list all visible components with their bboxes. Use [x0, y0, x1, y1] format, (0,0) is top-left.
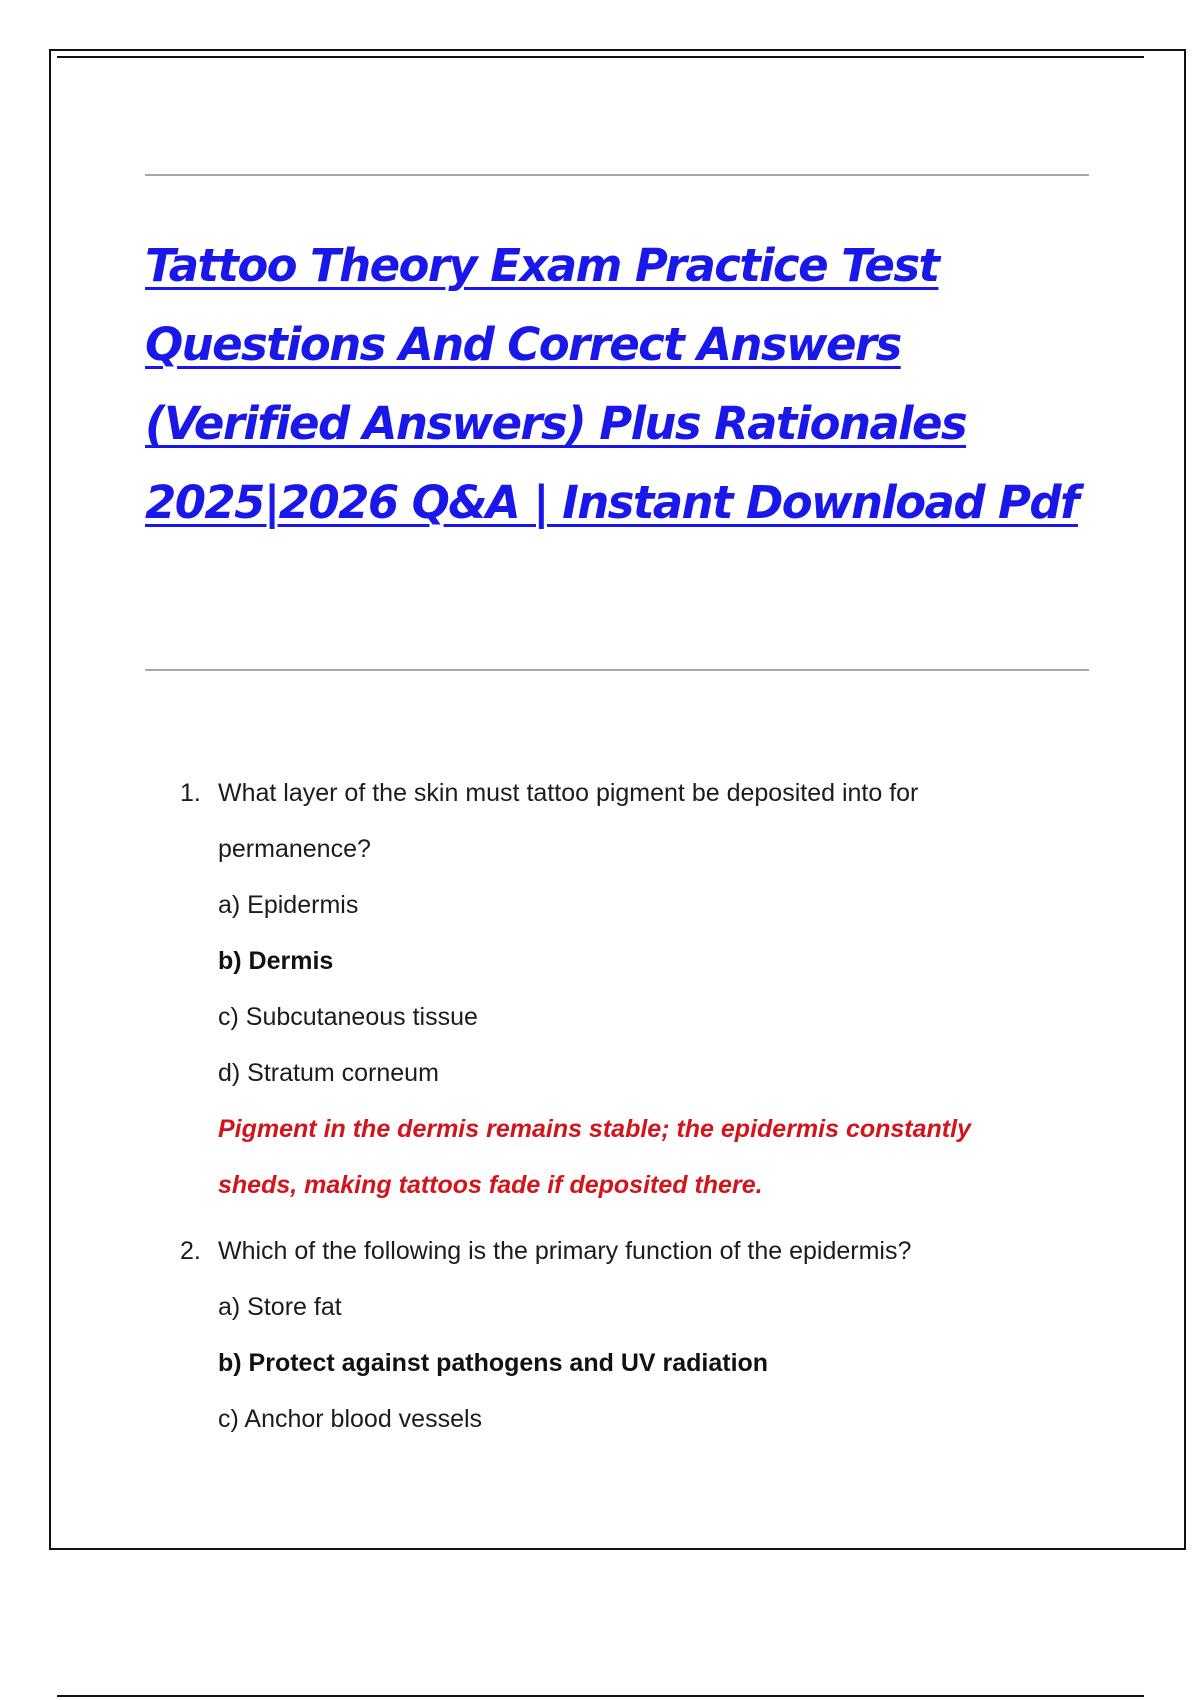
question-list [180, 765, 1080, 1447]
question-text-line-1: Which of the following is the primary function of the epidermis? [218, 1237, 912, 1265]
question-2 [180, 1223, 1080, 1447]
bottom-rule [57, 1695, 1144, 1697]
question-number: 1. [180, 779, 201, 807]
option-a: a) Epidermis [218, 891, 359, 919]
title-divider-top [145, 174, 1089, 176]
top-rule [57, 56, 1144, 58]
title-line-1[interactable]: Tattoo Theory Exam Practice Test [145, 239, 939, 292]
question-text-line-1: What layer of the skin must tattoo pigment be deposited into for [218, 779, 919, 807]
option-b-correct: b) Protect against pathogens and UV radiation [218, 1349, 769, 1377]
rationale-line-1: Pigment in the dermis remains stable; the epidermis constantly [218, 1115, 971, 1143]
option-c: c) Anchor blood vessels [218, 1405, 483, 1433]
title-divider-bottom [145, 669, 1089, 671]
title-line-4[interactable]: 2025|2026 Q&A | Instant Download Pdf [145, 476, 1078, 529]
question-number: 2. [180, 1237, 201, 1265]
title-line-3[interactable]: (Verified Answers) Plus Rationales [145, 397, 967, 450]
title-line-2[interactable]: Questions And Correct Answers [145, 318, 901, 371]
option-b-correct: b) Dermis [218, 947, 334, 975]
question-1 [180, 765, 1080, 1213]
document-title[interactable] [145, 214, 1095, 554]
question-text-line-2: permanence? [218, 835, 371, 863]
rationale-line-2: sheds, making tattoos fade if deposited there. [218, 1171, 763, 1199]
option-c: c) Subcutaneous tissue [218, 1003, 478, 1031]
option-a: a) Store fat [218, 1293, 342, 1321]
option-d: d) Stratum corneum [218, 1059, 439, 1087]
